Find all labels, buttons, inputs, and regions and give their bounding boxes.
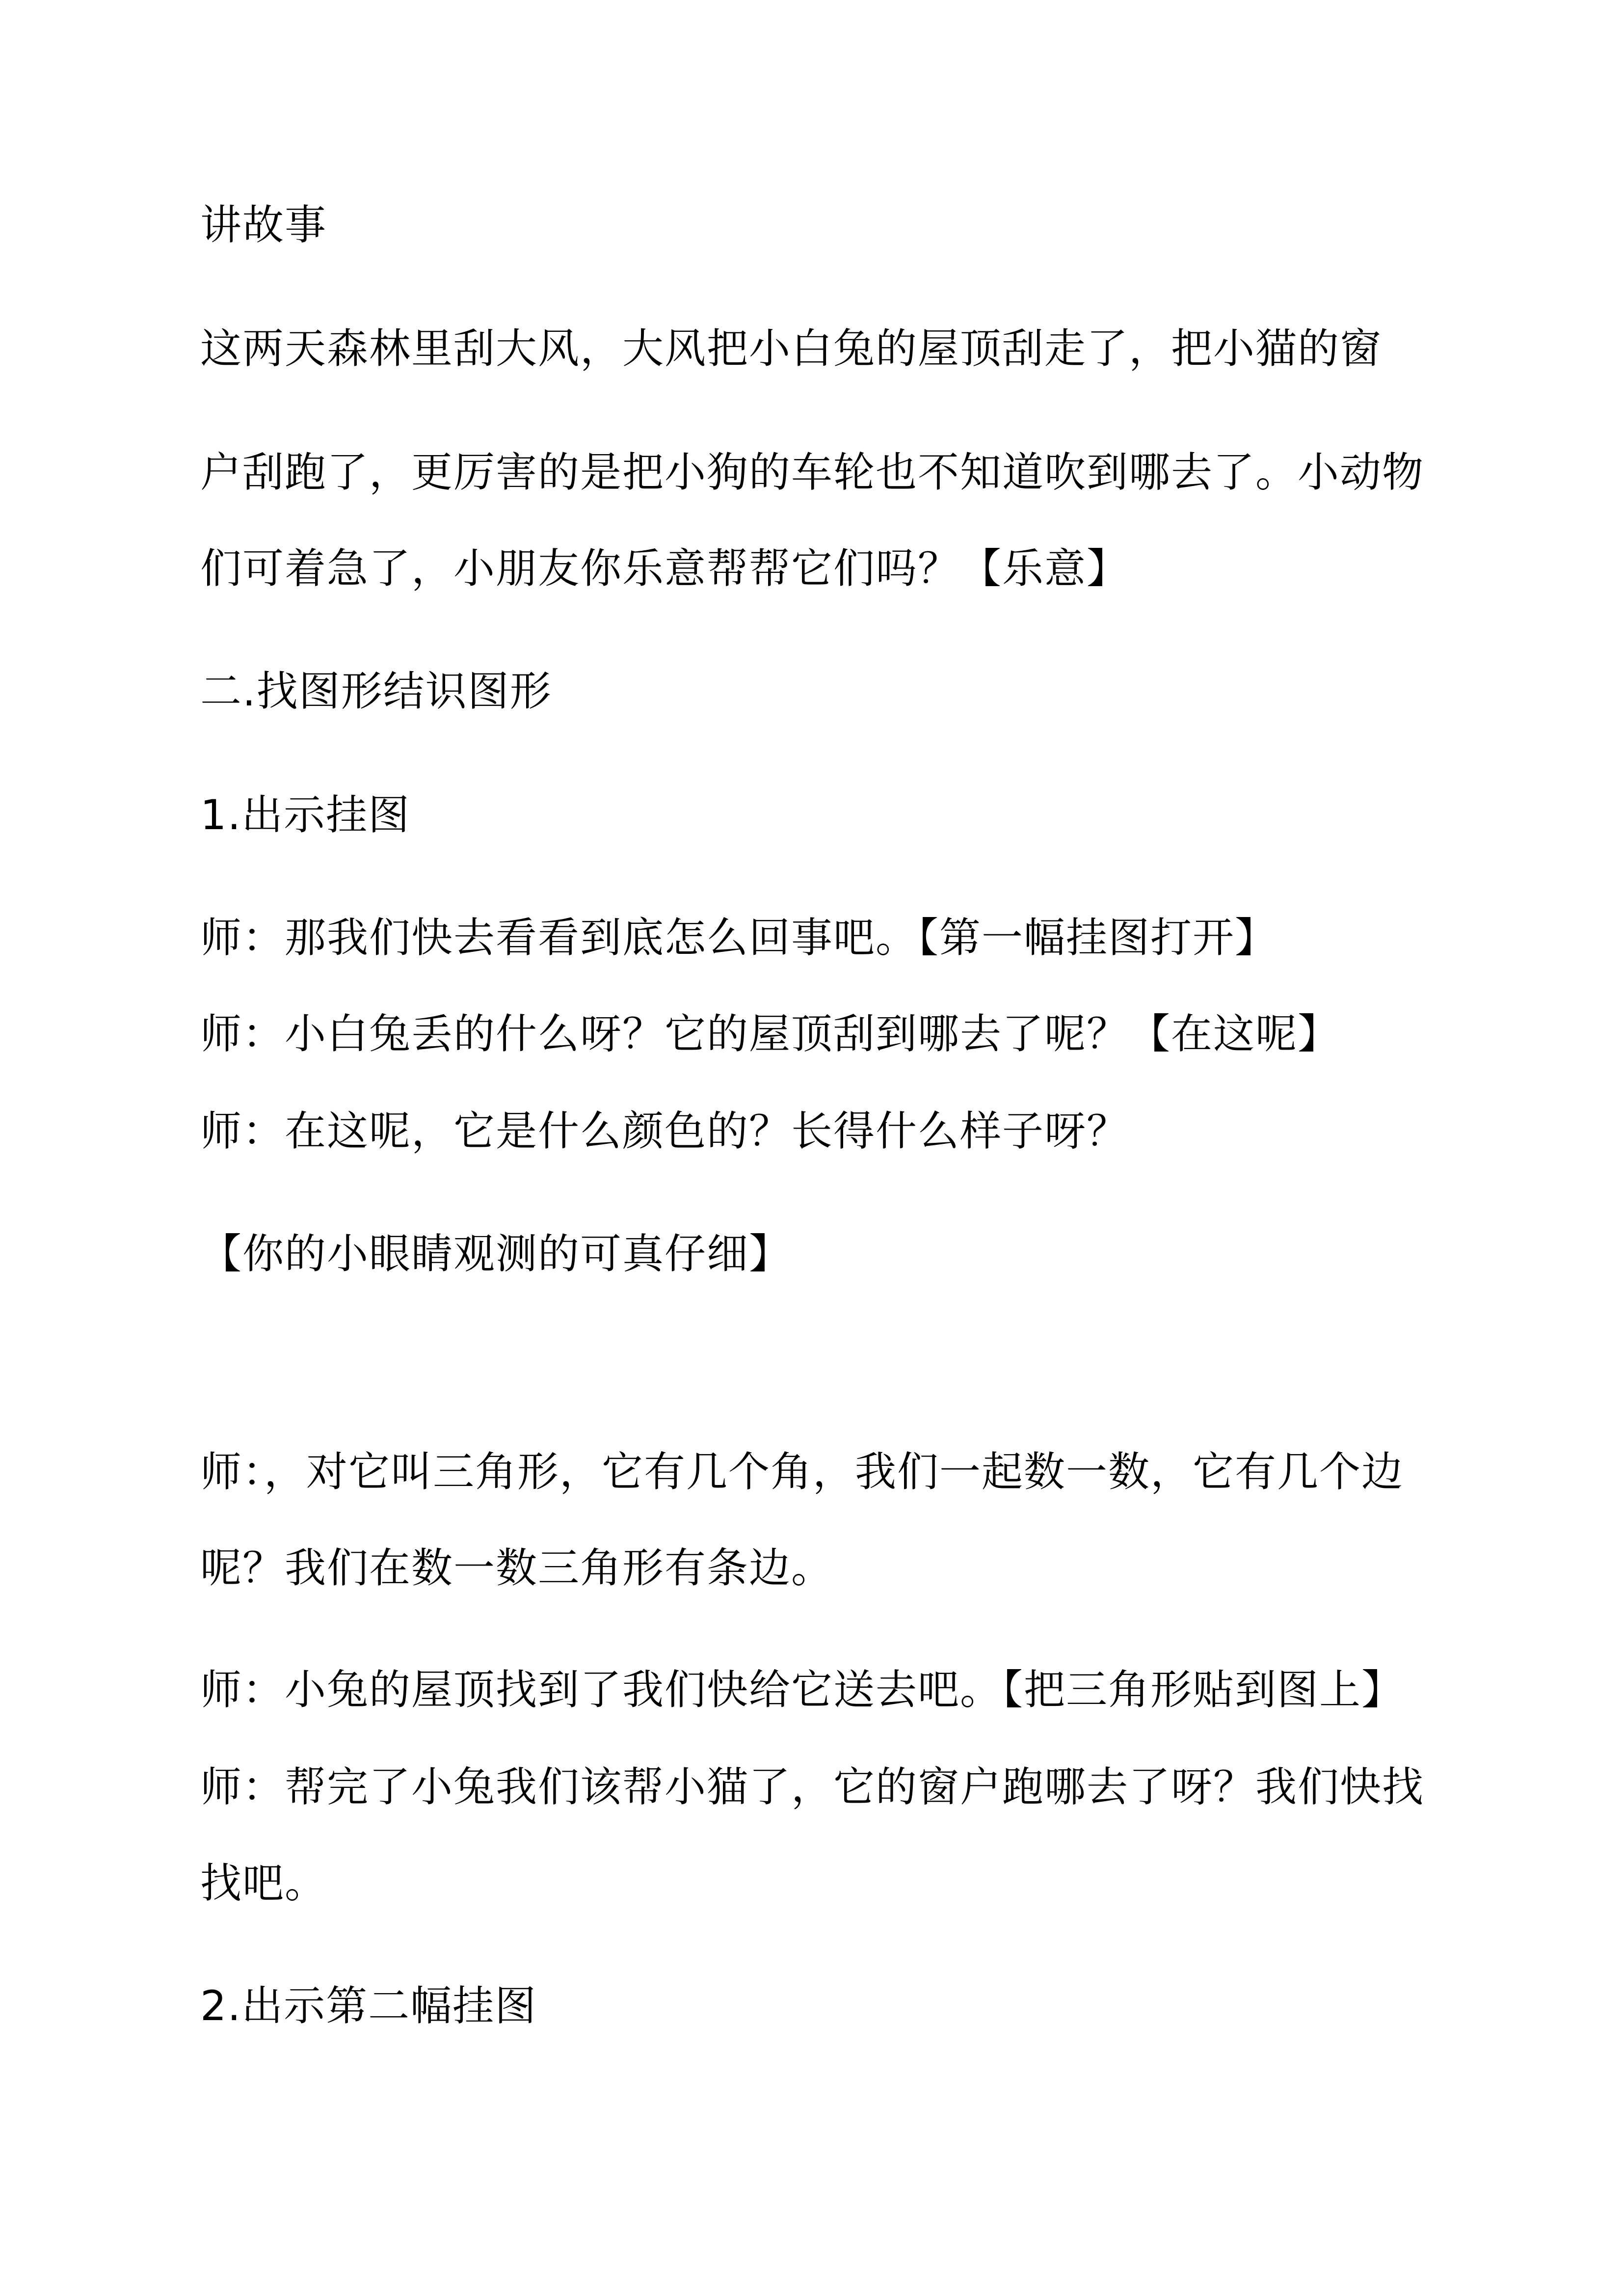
dialogue-note: 【你的小眼睛观测的可真仔细】 <box>200 1230 792 1278</box>
dialogue-line: 师：在这呢，它是什么颜色的？长得什么样子呀？ <box>200 1107 1129 1155</box>
paragraph-line: 这两天森林里刮大风，大风把小白兔的屋顶刮走了，把小猫的窗 <box>200 324 1383 373</box>
dialogue-line: 师：那我们快去看看到底怎么回事吧。【第一幅挂图打开】 <box>200 914 1277 962</box>
section-heading-find-shapes: 二.找图形结识图形 <box>200 667 552 715</box>
dialogue-line: 师：，对它叫三角形，它有几个角，我们一起数一数，它有几个边 <box>200 1448 1404 1496</box>
dialogue-line: 师：小兔的屋顶找到了我们快给它送去吧。【把三角形贴到图上】 <box>200 1666 1404 1714</box>
dialogue-line: 呢？我们在数一数三角形有条边。 <box>200 1544 834 1592</box>
dialogue-line: 师：小白兔丢的什么呀？它的屋顶刮到哪去了呢？【在这呢】 <box>200 1010 1340 1058</box>
paragraph-line: 们可着急了，小朋友你乐意帮帮它们吗？【乐意】 <box>200 544 1129 593</box>
dialogue-line: 师：帮完了小兔我们该帮小猫了，它的窗户跑哪去了呀？我们快找 <box>200 1763 1425 1811</box>
step-heading-1: 1.出示挂图 <box>200 791 411 839</box>
paragraph-line: 户刮跑了，更厉害的是把小狗的车轮也不知道吹到哪去了。小动物 <box>200 448 1425 496</box>
dialogue-line: 找吧。 <box>200 1859 327 1907</box>
section-heading-story: 讲故事 <box>200 201 327 249</box>
step-heading-2: 2.出示第二幅挂图 <box>200 1982 537 2030</box>
